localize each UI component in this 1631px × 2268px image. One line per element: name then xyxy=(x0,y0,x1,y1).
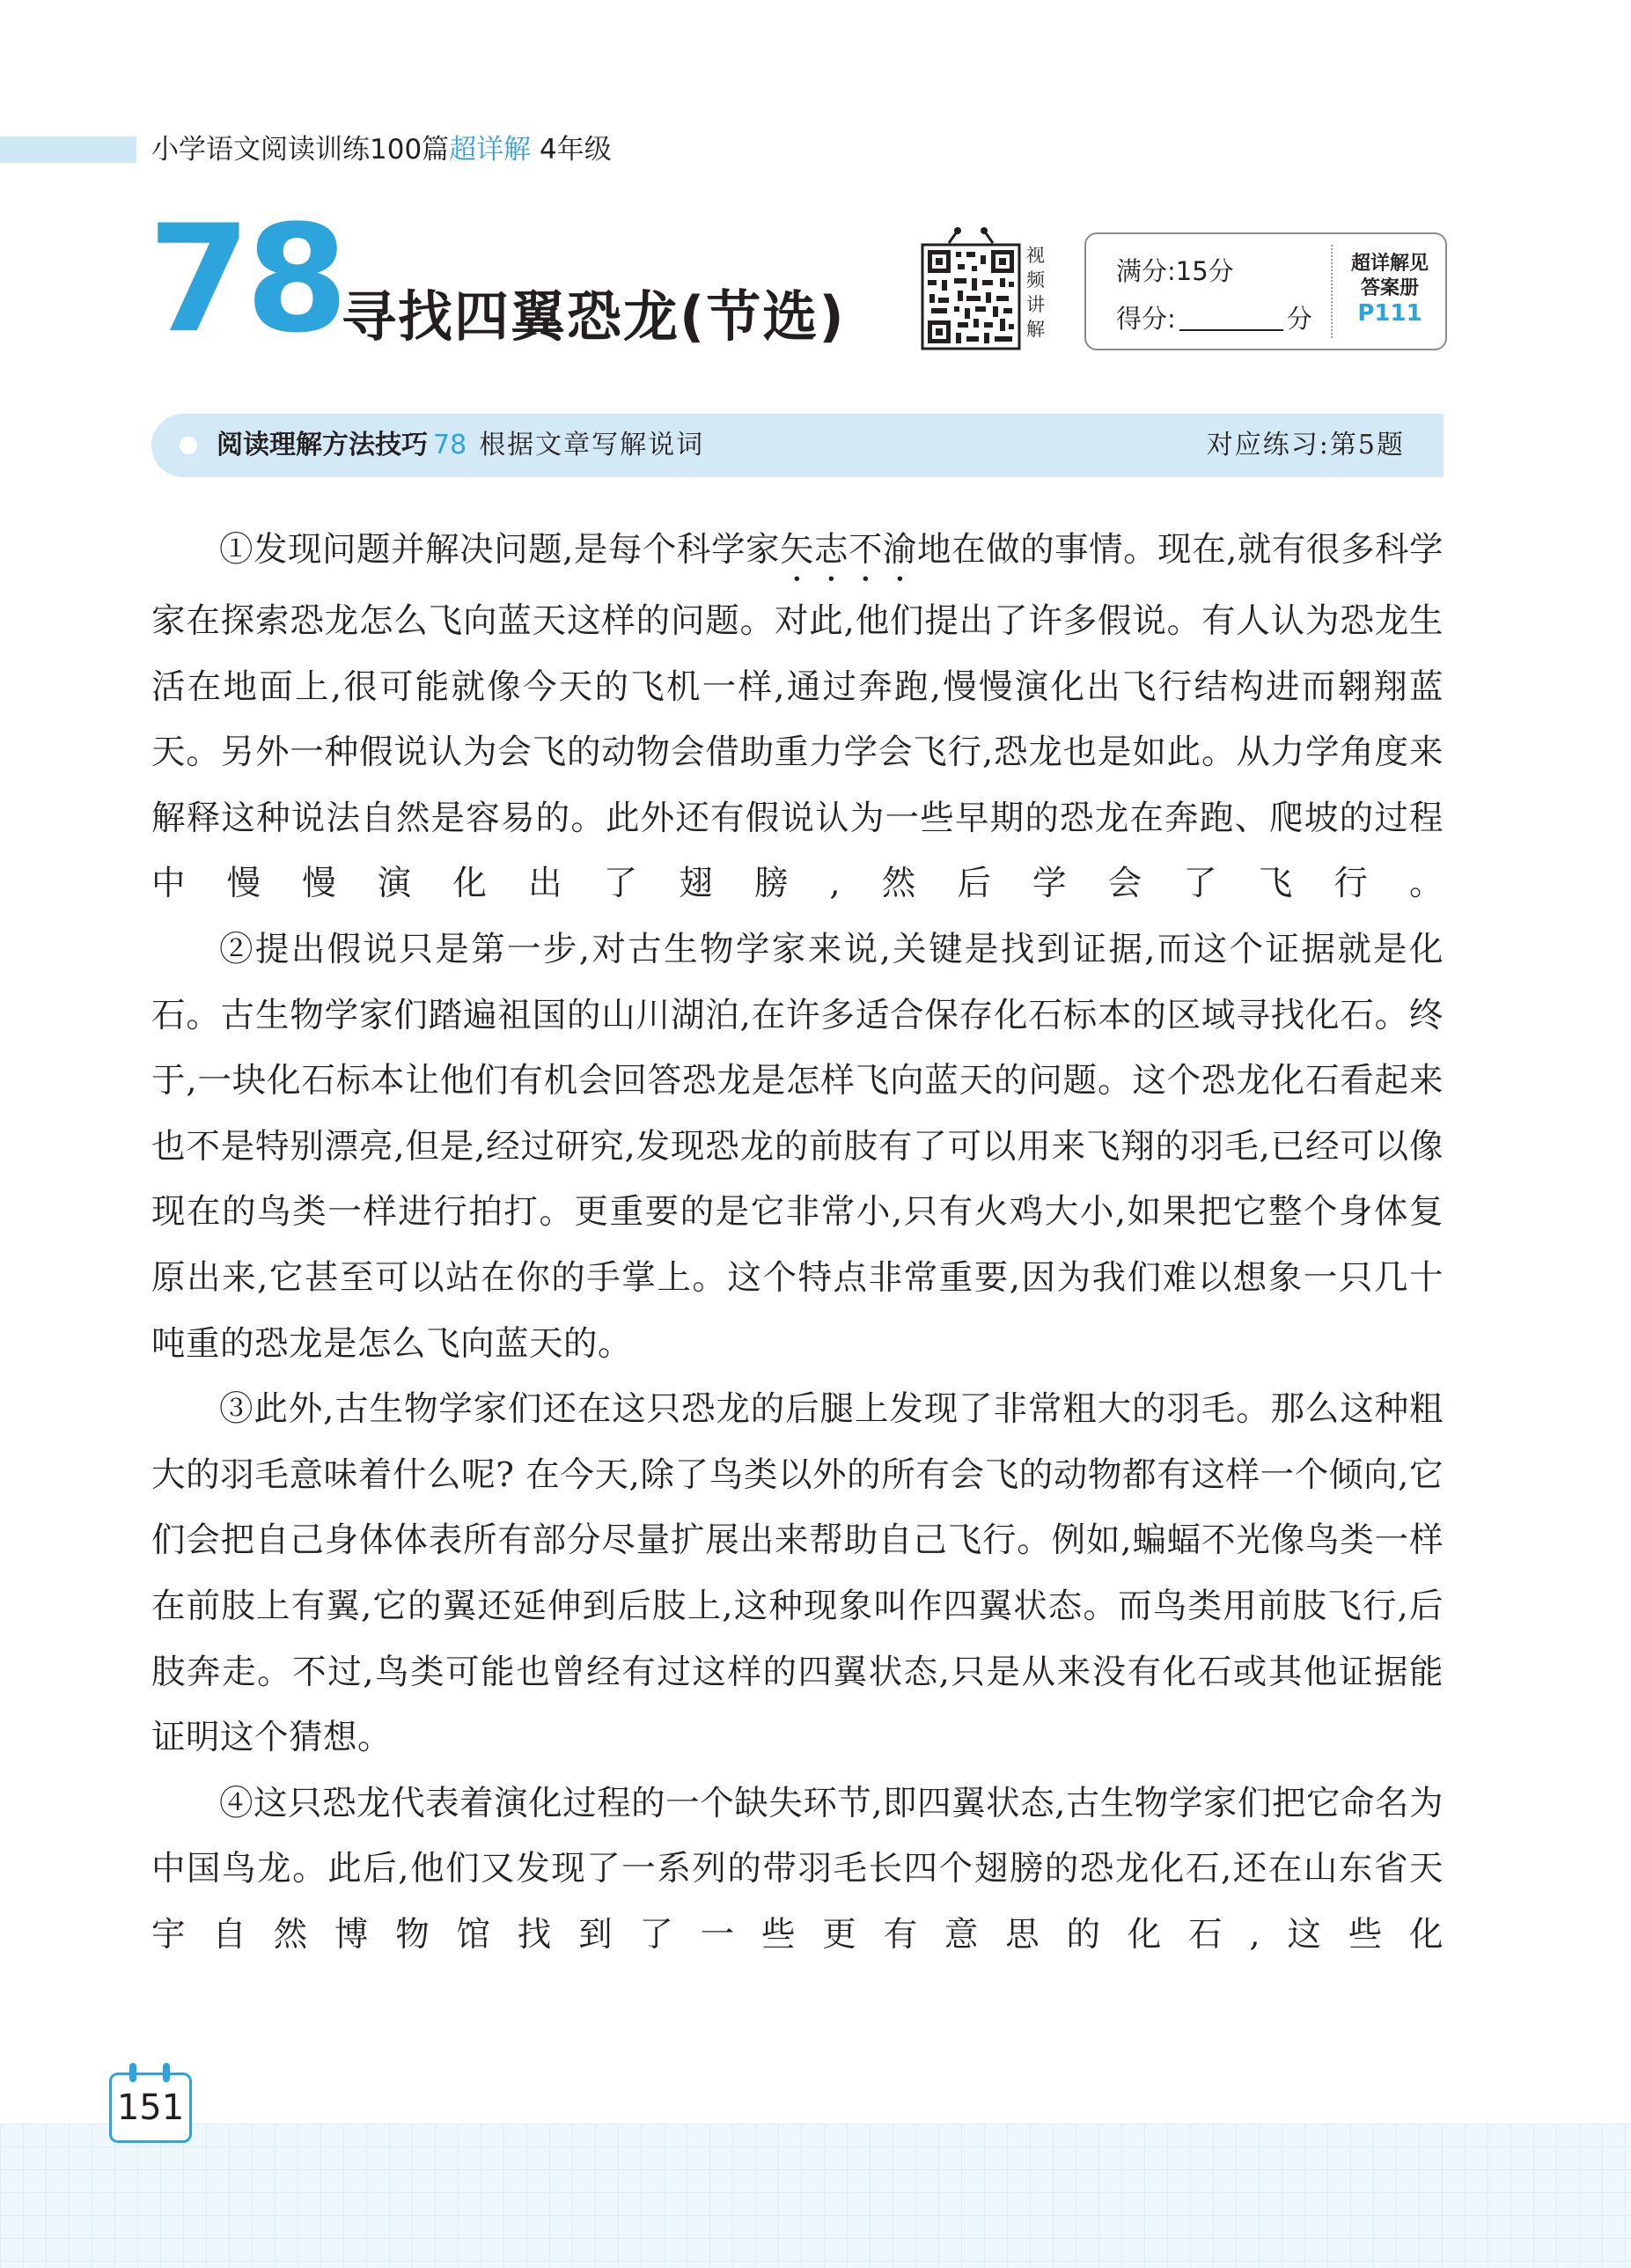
paragraph-1 xyxy=(151,518,1444,917)
score-box xyxy=(1084,232,1447,350)
bullet-dot-icon xyxy=(180,437,197,454)
article-body xyxy=(151,518,1444,1968)
answer-ref-page: P111 xyxy=(1357,300,1422,327)
score-divider xyxy=(1331,245,1333,338)
paragraph-3: ③此外,古生物学家们还在这只恐龙的后腿上发现了非常粗大的羽毛。那么这种粗大的羽毛意味着什么呢? 在今天,除了鸟类以外的所有会飞的动物都有这样一个倾向,它们会把自己身体体表所有部分尽量扩展出来帮助自己飞行。例如,蝙蝠不光像鸟类一样在前肢上有翼,它的翼还延伸到后肢上,这种现象叫作四翼状态。而鸟类用前肢飞行,后肢奔走。不过,鸟类可能也曾经有过这样的四翼状态,只是从来没有化石或其他证据能证明这个猜想。 xyxy=(151,1389,1444,1758)
paragraph-2: ②提出假说只是第一步,对古生物学家来说,关键是找到证据,而这个证据就是化石。古生物学家们踏遍祖国的山川湖泊,在许多适合保存化石标本的区域寻找化石。终于,一块化石标本让他们有机会回答恐龙是怎样飞向蓝天的问题。这个恐龙化石看起来也不是特别漂亮,但是,经过研究,发现恐龙的前肢有了可以用来飞翔的羽毛,已经可以像现在的鸟类一样进行拍打。更重要的是它非常小,只有火鸡大小,如果把它整个身体复原出来,它甚至可以站在你的手掌上。这个特点非常重要,因为我们难以想象一只几十吨重的恐龙是怎么飞向蓝天的。 xyxy=(151,929,1444,1364)
page-number-box xyxy=(109,2073,192,2143)
score-blank[interactable] xyxy=(1179,306,1283,331)
method-text: 根据文章写解说词 xyxy=(479,430,705,460)
full-score: 满分:15分 xyxy=(1116,256,1234,286)
series-name: 小学语文阅读训练100篇 xyxy=(151,134,450,166)
video-label: 视频讲解 xyxy=(1026,245,1045,340)
paragraph-1-text-b: 地在做的事情。现在,就有很多科学家在探索恐龙怎么飞向蓝天这样的问题。对此,他们提出了许多假说。有人认为恐龙生活在地面上,很可能就像今天的飞机一样,通过奔跑,慢慢演化出飞行结构进而翱翔蓝天。另外一种假说认为会飞的动物会借助重力学会飞行,恐龙也是如此。从力学角度来解释这种说法自然是容易的。此外还有假说认为一些早期的恐龙在奔跑、爬坡的过程中慢慢演化出了翅膀,然后学会了飞行。 xyxy=(151,530,1444,904)
page-number: 151 xyxy=(116,2088,185,2128)
score-field xyxy=(1116,299,1312,335)
method-label xyxy=(217,414,704,477)
grade-label: 4年级 xyxy=(540,134,612,166)
score-unit: 分 xyxy=(1286,304,1312,334)
answer-ref-line2: 答案册 xyxy=(1360,277,1419,299)
score-label: 得分: xyxy=(1116,304,1176,334)
paragraph-1-text-a: ①发现问题并解决问题,是每个科学家 xyxy=(219,530,780,570)
emphasized-phrase: 矢志不渝 xyxy=(779,530,918,570)
series-highlight: 超详解 xyxy=(449,134,532,166)
answer-reference xyxy=(1338,252,1442,326)
paragraph-4: ④这只恐龙代表着演化过程的一个缺失环节,即四翼状态,古生物学家们把它命名为中国鸟龙。此后,他们又发现了一系列的带羽毛长四个翅膀的恐龙化石,还在山东省天宇自然博物馆找到了一些更有意思的化石,这些化 xyxy=(151,1783,1444,1955)
lesson-title: 寻找四翼恐龙(节选) xyxy=(342,284,846,349)
practice-reference: 对应练习:第5题 xyxy=(1206,430,1405,460)
qr-code-icon[interactable] xyxy=(919,227,1023,350)
header-accent-strip xyxy=(0,136,136,163)
lesson-number: 78 xyxy=(148,193,343,365)
method-tip-bar xyxy=(151,414,1444,477)
method-number: 78 xyxy=(433,430,467,460)
footer-grid xyxy=(0,2124,1631,2268)
answer-ref-line1: 超详解见 xyxy=(1350,253,1429,275)
method-title: 阅读理解方法技巧 xyxy=(217,430,428,460)
series-header xyxy=(151,130,612,169)
